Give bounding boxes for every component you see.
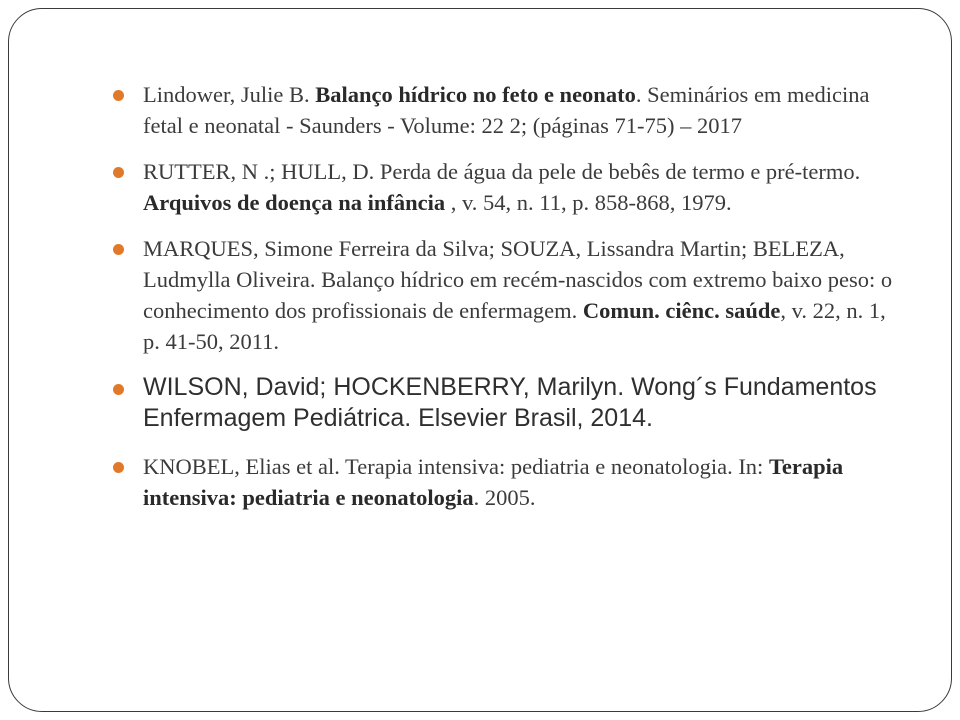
reference-text: RUTTER, N .; HULL, D. Perda de água da pele de bebês de termo e pré-termo. bbox=[143, 159, 861, 184]
reference-text: Lindower, Julie B. bbox=[143, 82, 316, 107]
reference-item-rutter bbox=[113, 156, 903, 218]
bullet-icon bbox=[113, 462, 124, 473]
reference-title-bold: Balanço hídrico no feto e neonato bbox=[315, 82, 636, 107]
reference-item-wilson bbox=[113, 372, 903, 434]
reference-item-marques bbox=[113, 233, 903, 357]
reference-text-tail: . 2005. bbox=[473, 485, 536, 510]
reference-text-tail: , v. 54, n. 11, p. 858-868, 1979. bbox=[445, 190, 732, 215]
reference-text: KNOBEL, Elias et al. Terapia intensiva: pediatria e neonatologia. In: bbox=[143, 454, 769, 479]
reference-title-bold: Arquivos de doença na infância bbox=[143, 190, 446, 215]
reference-item-lindower bbox=[113, 79, 903, 141]
reference-text-tail: . Seminários em medicina fetal e neonatal - Saunders - Volume: 22 2; (páginas 71-75) – 2017 bbox=[143, 82, 870, 138]
bullet-icon bbox=[113, 167, 124, 178]
reference-title-bold: Terapia intensiva: pediatria e neonatologia bbox=[143, 454, 844, 510]
reference-text: MARQUES, Simone Ferreira da Silva; SOUZA, Lissandra Martin; BELEZA, Ludmylla Oliveira. Balanço hídrico em recém-nascidos com extremo baixo peso: o conhecimento dos profissionais de enfermagem. bbox=[143, 236, 893, 323]
reference-item-knobel bbox=[113, 451, 903, 513]
reference-list bbox=[113, 79, 903, 528]
reference-text: WILSON, David; HOCKENBERRY, Marilyn. Wong´s Fundamentos Enfermagem Pediátrica. Elsevier Brasil, 2014. bbox=[143, 373, 877, 432]
bullet-icon bbox=[113, 384, 124, 395]
bullet-icon bbox=[113, 90, 124, 101]
reference-text-tail: , v. 22, n. 1, p. 41-50, 2011. bbox=[143, 298, 886, 354]
slide-frame bbox=[8, 8, 952, 712]
bullet-icon bbox=[113, 244, 124, 255]
reference-title-bold: Comun. ciênc. saúde bbox=[582, 298, 781, 323]
